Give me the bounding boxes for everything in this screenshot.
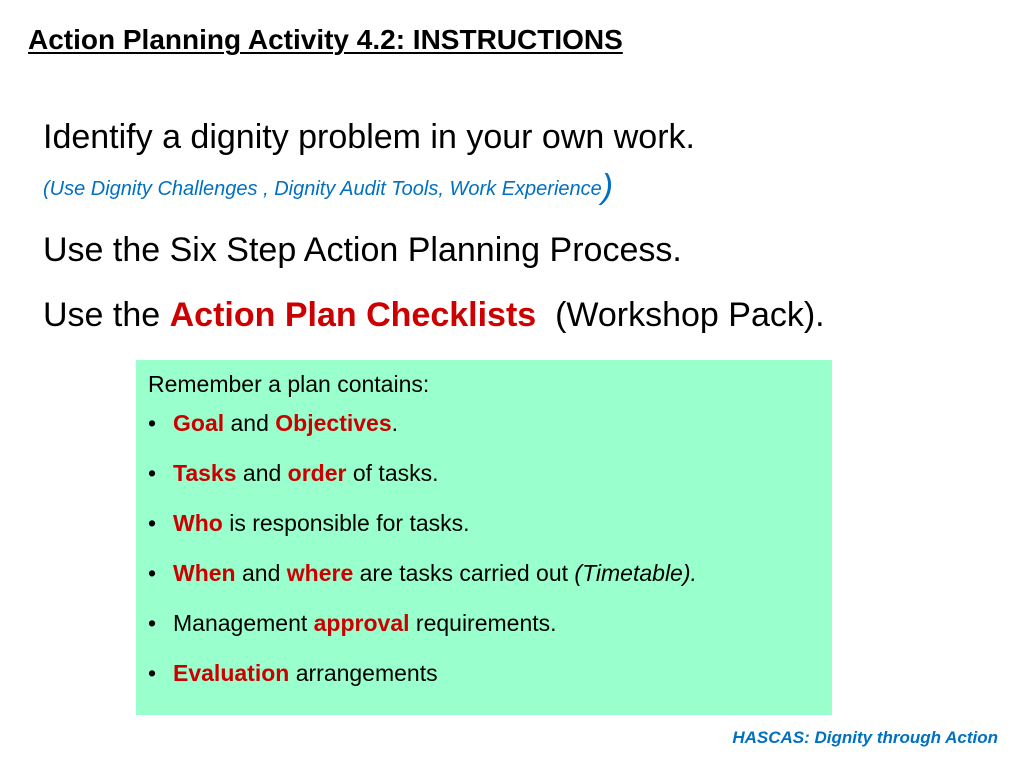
item-keyword: Goal bbox=[173, 410, 225, 436]
reminder-list bbox=[148, 409, 820, 688]
list-item-evaluation bbox=[148, 659, 820, 688]
reminder-heading: Remember a plan contains: bbox=[148, 371, 430, 397]
item-keyword: Tasks bbox=[173, 460, 237, 486]
instruction-checklists bbox=[43, 296, 825, 335]
item-text: are tasks carried out bbox=[353, 560, 575, 586]
item-keyword: where bbox=[286, 560, 354, 586]
item-keyword: Evaluation bbox=[173, 660, 290, 686]
bullet-icon: • bbox=[148, 660, 157, 686]
item-keyword: approval bbox=[313, 610, 410, 636]
reminder-box bbox=[136, 360, 832, 715]
item-text: is responsible for tasks. bbox=[222, 510, 470, 536]
footer-credit: HASCAS: Dignity through Action bbox=[732, 728, 998, 747]
list-item-when-where bbox=[148, 559, 820, 588]
instruction-identify-problem: Identify a dignity problem in your own work. bbox=[43, 118, 695, 156]
item-text: and bbox=[235, 560, 287, 586]
list-item-who bbox=[148, 509, 820, 538]
item-keyword: Objectives bbox=[275, 410, 392, 436]
bullet-icon: • bbox=[148, 410, 157, 436]
bullet-icon: • bbox=[148, 460, 157, 486]
bullet-icon: • bbox=[148, 610, 157, 636]
instruction-sources-note bbox=[43, 168, 613, 207]
item-text: of tasks. bbox=[346, 460, 439, 486]
page-title: Action Planning Activity 4.2: INSTRUCTIONS bbox=[28, 24, 623, 55]
item-text: arrangements bbox=[289, 660, 438, 686]
item-text: . bbox=[391, 410, 399, 436]
item-text: and bbox=[224, 410, 276, 436]
item-timetable-note: (Timetable). bbox=[574, 560, 697, 586]
list-item-goal bbox=[148, 409, 820, 438]
list-item-approval bbox=[148, 609, 820, 638]
list-item-tasks bbox=[148, 459, 820, 488]
item-keyword: When bbox=[173, 560, 236, 586]
bullet-icon: • bbox=[148, 510, 157, 536]
item-keyword: order bbox=[287, 460, 347, 486]
item-keyword: Who bbox=[173, 510, 223, 536]
item-text: Management bbox=[173, 610, 314, 636]
item-text: and bbox=[236, 460, 288, 486]
checklists-highlight: Action Plan Checklists bbox=[169, 296, 537, 334]
sources-note-text: (Use Dignity Challenges , Dignity Audit Tools, Work Experience bbox=[43, 178, 602, 200]
bullet-icon: • bbox=[148, 560, 157, 586]
instruction-six-step-process: Use the Six Step Action Planning Process. bbox=[43, 231, 682, 269]
sources-note-close-paren: ) bbox=[601, 168, 614, 206]
item-text: requirements. bbox=[409, 610, 557, 636]
checklists-prefix: Use the bbox=[43, 296, 170, 334]
checklists-suffix: (Workshop Pack). bbox=[536, 296, 825, 334]
